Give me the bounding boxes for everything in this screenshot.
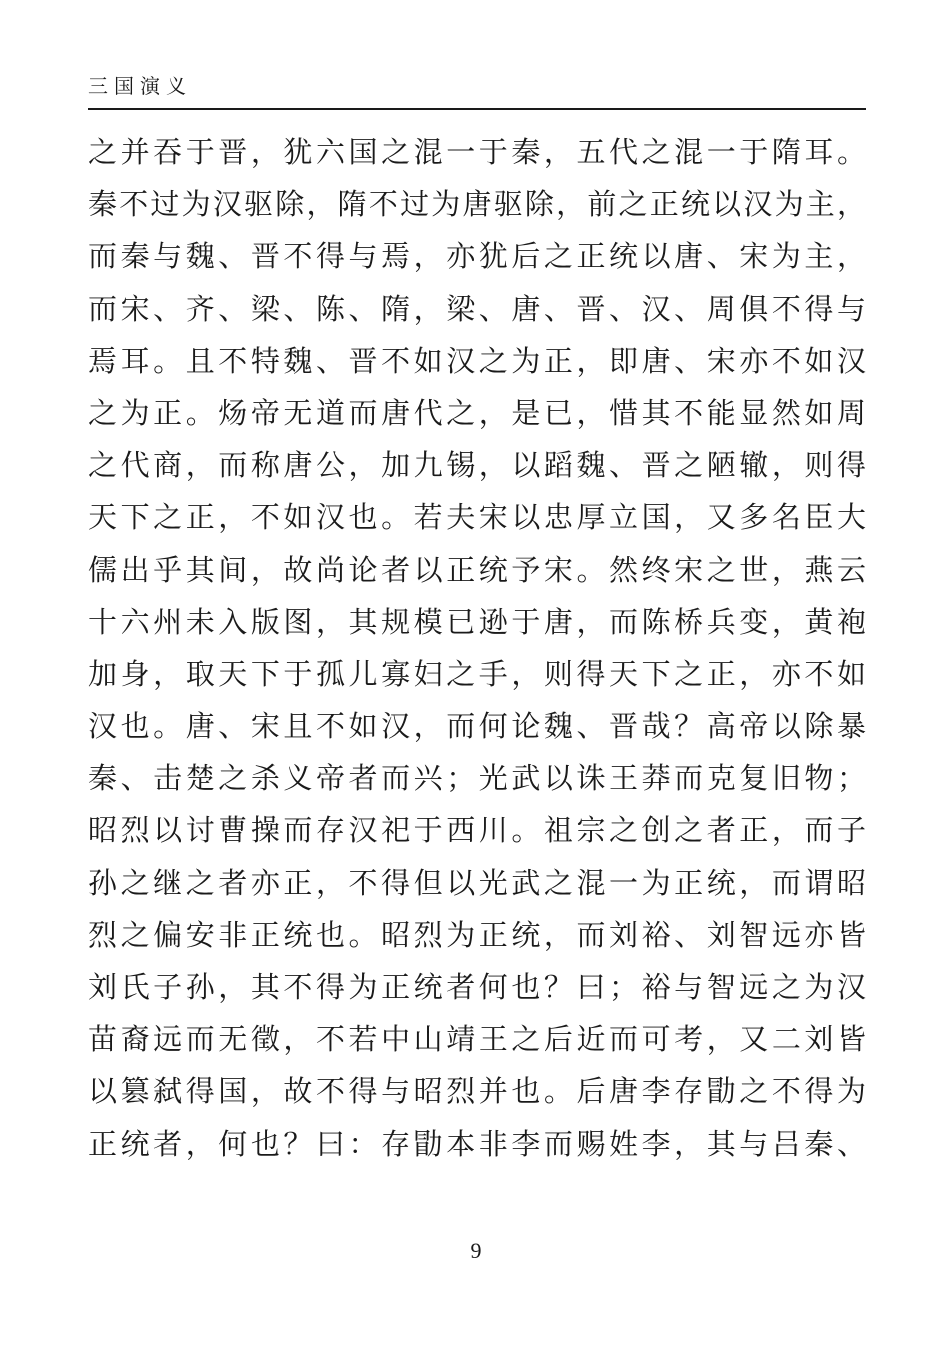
text-line: 之并吞于晋，犹六国之混一于秦，五代之混一于隋耳。 bbox=[88, 135, 866, 169]
text-line: 秦不过为汉驱除，隋不过为唐驱除，前之正统以汉为主， bbox=[88, 187, 866, 222]
text-line: 秦、击楚之杀义帝者而兴；光武以诛王莽而克复旧物； bbox=[88, 761, 866, 796]
text-line: 以篡弑得国，故不得与昭烈并也。后唐李存勖之不得为 bbox=[88, 1074, 866, 1109]
text-line: 正统者，何也？曰：存勖本非李而赐姓李，其与吕秦、 bbox=[88, 1126, 866, 1161]
text-line: 天下之正，不如汉也。若夫宋以忠厚立国，又多名臣大 bbox=[88, 500, 866, 535]
text-line: 烈之偏安非正统也。昭烈为正统，而刘裕、刘智远亦皆 bbox=[88, 917, 866, 952]
text-line: 十六州未入版图，其规模已逊于唐，而陈桥兵变，黄袍 bbox=[88, 604, 866, 639]
page-header bbox=[88, 70, 866, 110]
page-number: 9 bbox=[470, 1238, 482, 1263]
text-line: 汉也。唐、宋且不如汉，而何论魏、晋哉？高帝以除暴 bbox=[88, 709, 866, 744]
text-line: 苗裔远而无徵，不若中山靖王之后近而可考，又二刘皆 bbox=[88, 1022, 866, 1057]
text-line: 孙之继之者亦正，不得但以光武之混一为正统，而谓昭 bbox=[88, 865, 866, 900]
text-line: 焉耳。且不特魏、晋不如汉之为正，即唐、宋亦不如汉 bbox=[88, 343, 866, 378]
text-line: 而宋、齐、梁、陈、隋，梁、唐、晋、汉、周俱不得与 bbox=[88, 291, 866, 326]
text-line: 之代商，而称唐公，加九锡，以蹈魏、晋之陋辙，则得 bbox=[88, 448, 866, 483]
text-line: 刘氏子孙，其不得为正统者何也？曰；裕与智远之为汉 bbox=[88, 970, 866, 1004]
text-line: 昭烈以讨曹操而存汉祀于西川。祖宗之创之者正，而子 bbox=[88, 813, 866, 848]
text-line: 加身，取天下于孤儿寡妇之手，则得天下之正，亦不如 bbox=[88, 656, 866, 691]
body-text bbox=[88, 126, 866, 1170]
text-line: 儒出乎其间，故尚论者以正统予宋。然终宋之世，燕云 bbox=[88, 552, 866, 587]
text-line: 而秦与魏、晋不得与焉，亦犹后之正统以唐、宋为主， bbox=[88, 239, 866, 274]
text-line: 之为正。炀帝无道而唐代之，是已，惜其不能显然如周 bbox=[88, 395, 866, 430]
running-header-title: 三国演义 bbox=[88, 74, 192, 98]
